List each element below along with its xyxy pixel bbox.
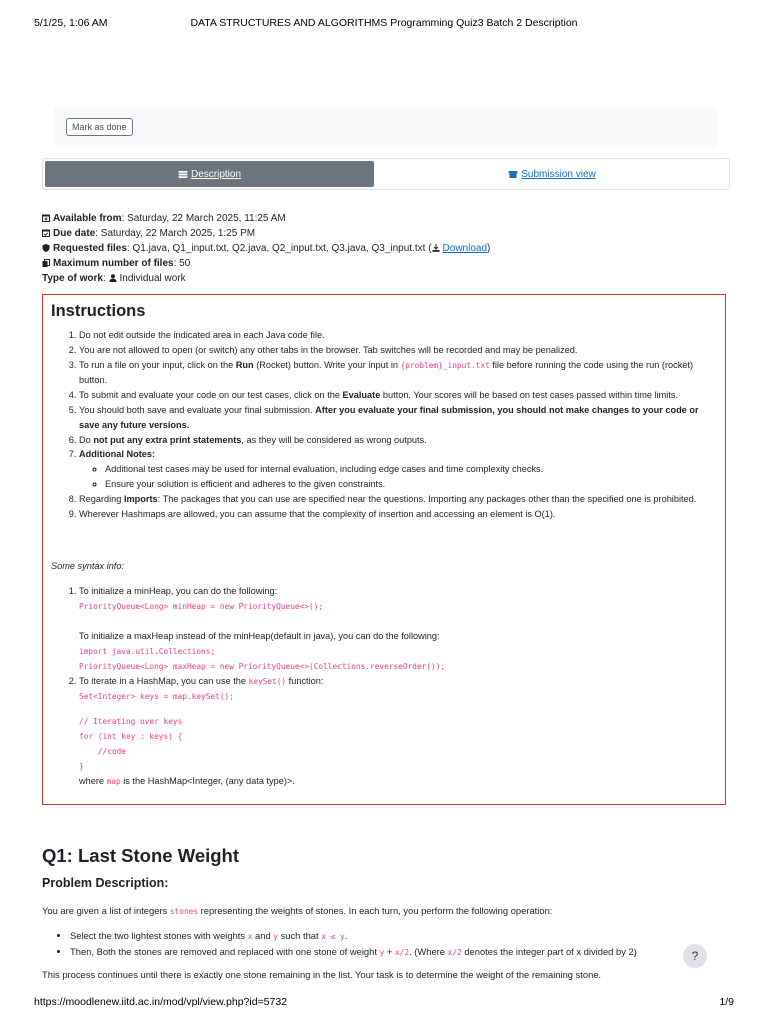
files-label: Requested files xyxy=(53,243,127,254)
syntax-text: is the HashMap<Integer, (any data type)>. xyxy=(120,776,295,787)
problem-paragraph-2: This process continues until there is exactly one stone remaining in the list. Your task is to determine the weight of the remaining stone. xyxy=(42,969,602,980)
shield-icon xyxy=(42,244,50,252)
instruction-item xyxy=(79,433,717,448)
question-title: Q1: Last Stone Weight xyxy=(42,845,240,866)
condition-code: x ≤ y xyxy=(321,932,345,941)
problem-text: representing the weights of stones. In each turn, you perform the following operation: xyxy=(198,905,553,916)
due-date-row xyxy=(42,226,490,241)
print-page-number: 1/9 xyxy=(719,996,734,1008)
list-icon xyxy=(178,171,188,178)
operation-text: such that xyxy=(277,930,322,941)
stones-code: stones xyxy=(169,907,199,916)
files-close-paren: ) xyxy=(487,243,491,254)
operation-text: and xyxy=(252,930,274,941)
instruction-item xyxy=(79,358,717,389)
additional-notes-label: Additional Notes: xyxy=(79,449,156,460)
requested-files-row xyxy=(42,241,490,256)
run-keyword: Run xyxy=(235,359,254,370)
operation-list xyxy=(42,928,637,960)
syntax-text: 1. To initialize a minHeap, you can do the following: xyxy=(79,586,278,596)
mark-as-done-button[interactable]: Mark as done xyxy=(66,118,133,136)
instruction-text: To run a file on your input, click on the xyxy=(79,359,236,370)
archive-icon xyxy=(508,171,518,178)
instruction-text: Do xyxy=(79,434,94,445)
code-line: for (int key : keys) { xyxy=(79,732,183,742)
max-files-value: : 50 xyxy=(173,258,191,269)
instruction-text: file before running the code using the run (rocket) button. xyxy=(79,359,694,386)
map-code: map xyxy=(106,777,121,787)
instruction-item xyxy=(79,492,717,507)
var-code: y xyxy=(379,948,385,957)
activity-dates xyxy=(42,211,490,286)
instruction-text: , as they will be considered as wrong outputs. xyxy=(241,434,427,445)
keyset-code: keySet() xyxy=(248,676,287,686)
available-value: : Saturday, 22 March 2025, 11:25 AM xyxy=(121,213,286,224)
var-code: x/2 xyxy=(394,948,410,957)
problem-paragraph xyxy=(42,904,552,919)
additional-notes-list xyxy=(79,462,717,492)
tab-description-label: Description xyxy=(190,168,242,180)
user-icon xyxy=(109,274,117,282)
work-value: Individual work xyxy=(119,273,186,284)
instruction-item xyxy=(79,507,717,522)
syntax-text: To initialize a maxHeap instead of the minHeap(default in java), you can do the following: xyxy=(79,630,440,641)
completion-box xyxy=(54,106,717,148)
print-date: 5/1/25, 1:06 AM xyxy=(34,17,108,29)
files-value: : Q1.java, Q1_input.txt, Q2.java, Q2_input.txt, Q3.java, Q3_input.txt ( xyxy=(126,243,432,254)
instruction-text: You should both save and evaluate your final submission. xyxy=(79,404,316,415)
due-label: Due date xyxy=(53,228,96,239)
instruction-text: button. Your scores will be based on test cases passed within time limits. xyxy=(380,390,679,401)
instruction-item xyxy=(79,447,717,491)
instruction-text: Do not edit outside the indicated area in each Java code file. xyxy=(79,330,325,340)
help-button[interactable]: ? xyxy=(683,944,707,968)
code-line: PriorityQueue<Long> maxHeap = new PriorityQueue<>(Collections.reverseOrder()); xyxy=(79,661,446,671)
tab-submission-view[interactable] xyxy=(377,161,727,187)
operation-text: Select the two lightest stones with weights xyxy=(70,930,248,941)
print-url: https://moodlenew.iitd.ac.in/mod/vpl/view.php?id=5732 xyxy=(34,996,288,1008)
syntax-item xyxy=(79,674,717,791)
var-code: x/2 xyxy=(447,948,462,957)
tab-description[interactable] xyxy=(45,161,374,187)
instructions-list xyxy=(51,328,717,521)
code-line: //code xyxy=(79,747,126,757)
operation-text: Then, Both the stones are removed and replaced with one stone of weight xyxy=(70,946,380,957)
work-colon: : xyxy=(102,273,106,284)
calendar-check-icon xyxy=(42,229,50,237)
input-file-code: {problem}_input.txt xyxy=(400,360,490,370)
syntax-item xyxy=(79,584,717,674)
code-line: import java.util.Collections; xyxy=(79,646,216,656)
code-line: } xyxy=(79,762,84,772)
instructions-heading: Instructions xyxy=(51,302,146,320)
available-label: Available from xyxy=(53,213,122,224)
syntax-info-label: Some syntax info: xyxy=(51,561,125,571)
imports-keyword: Imports xyxy=(123,493,158,504)
operation-text: denotes the integer part of x divided by 2) xyxy=(461,946,637,957)
instruction-emphasis: not put any extra print statements xyxy=(93,434,242,445)
calendar-plus-icon xyxy=(42,214,50,222)
syntax-text: where xyxy=(79,776,107,787)
operation-text: + xyxy=(384,946,395,957)
download-icon xyxy=(432,244,440,252)
code-line: Set<Integer> keys = map.keySet(); xyxy=(79,692,234,702)
instruction-text: To submit and evaluate your code on our test cases, click on the xyxy=(79,390,343,401)
print-title: DATA STRUCTURES AND ALGORITHMS Programming Quiz3 Batch 2 Description xyxy=(190,17,578,29)
operation-text: . xyxy=(344,930,348,941)
instruction-emphasis: After you evaluate your final submission, you should not make changes to your code or save any future versions. xyxy=(79,404,699,430)
var-code: x xyxy=(247,932,253,941)
instruction-text: (Rocket) button. Write your input in xyxy=(253,359,401,370)
type-of-work-row xyxy=(42,271,490,286)
due-value: : Saturday, 22 March 2025, 1:25 PM xyxy=(95,228,256,239)
note-item: ◦ Ensure your solution is efficient and adheres to the given constraints. xyxy=(105,477,717,492)
work-label: Type of work xyxy=(42,273,103,284)
tab-submission-label: Submission view xyxy=(521,168,596,180)
instruction-text: Regarding xyxy=(79,493,124,504)
note-item: ◦ Additional test cases may be used for internal evaluation, including edge cases and time complexity checks. xyxy=(105,462,717,477)
instruction-item xyxy=(79,403,717,433)
view-tabs xyxy=(42,158,730,190)
operation-text: . (Where xyxy=(409,946,448,957)
instruction-item xyxy=(79,388,717,403)
var-code: y xyxy=(273,932,278,941)
syntax-text: function: xyxy=(286,675,324,686)
code-line: // Iterating over keys xyxy=(79,717,183,727)
files-icon xyxy=(42,259,50,267)
problem-description-heading: Problem Description: xyxy=(42,876,169,890)
instruction-text: Wherever Hashmaps are allowed, you can assume that the complexity of insertion and accessing an element is O(1). xyxy=(79,508,556,519)
code-line: PriorityQueue<Long> minHeap = new PriorityQueue<>(); xyxy=(79,601,324,611)
operation-item xyxy=(70,944,637,960)
problem-text: You are given a list of integers xyxy=(42,905,170,916)
max-files-label: Maximum number of files xyxy=(53,258,174,269)
instruction-item xyxy=(79,343,717,358)
download-link[interactable]: Download xyxy=(442,243,488,254)
instruction-text: : The packages that you can use are specified near the questions. Importing any packages other than the specified one is prohibited. xyxy=(157,493,697,504)
syntax-text: To iterate in a HashMap, you can use the xyxy=(79,675,249,686)
instruction-text: You are not allowed to open (or switch) any other tabs in the browser. Tab switches will be recorded and may be penalized. xyxy=(79,344,578,355)
instructions-box xyxy=(42,294,726,805)
available-from-row xyxy=(42,211,490,226)
instruction-item xyxy=(79,328,717,343)
max-files-row xyxy=(42,256,490,271)
operation-item xyxy=(70,928,637,944)
evaluate-keyword: Evaluate xyxy=(342,390,381,401)
syntax-list xyxy=(51,584,717,790)
